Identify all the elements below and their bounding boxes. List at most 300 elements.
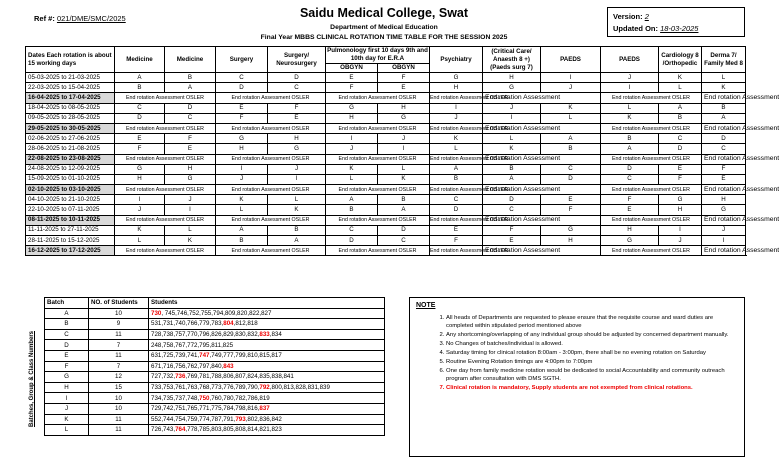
highlighted-student: 792 — [259, 384, 270, 392]
highlighted-student: 747 — [199, 352, 210, 360]
rotation-row — [26, 103, 746, 113]
note-box — [409, 297, 745, 457]
group-cell: E — [601, 205, 659, 215]
assessment-row — [26, 215, 746, 225]
rotation-date: 11-11-2025 to 27-11-2025 — [26, 225, 115, 235]
group-cell: J — [216, 174, 268, 184]
group-cell: D — [216, 83, 268, 93]
rotation-table — [25, 46, 779, 256]
assessment-cell: End rotation Assessment — [483, 123, 601, 133]
batch-letter: E — [45, 350, 89, 361]
assessment-cell: End rotation Assessment OSLER — [115, 215, 216, 225]
group-cell: B — [430, 174, 483, 184]
assessment-cell: End rotation Assessment — [702, 246, 746, 256]
group-cell: G — [430, 73, 483, 83]
student-list — [149, 308, 385, 319]
group-cell: C — [483, 205, 541, 215]
highlighted-student: 764 — [175, 426, 186, 434]
student-numbers: 728,738,757,770,796,826,829,830,832, — [151, 331, 260, 339]
group-cell: F — [430, 236, 483, 246]
student-numbers: 734,735,737,748, — [151, 394, 200, 402]
group-cell: E — [378, 83, 430, 93]
batch-letter: C — [45, 329, 89, 340]
group-cell: B — [268, 225, 326, 235]
group-cell: F — [541, 205, 601, 215]
assessment-row — [26, 246, 746, 256]
student-count: 11 — [89, 329, 149, 340]
batch-row — [45, 329, 385, 340]
assessment-cell: End rotation Assessment OSLER — [430, 93, 483, 103]
assessment-cell: End rotation Assessment — [702, 154, 746, 164]
assessment-cell: End rotation Assessment OSLER — [430, 123, 483, 133]
assessment-cell: End rotation Assessment OSLER — [601, 185, 702, 195]
group-cell: K — [430, 134, 483, 144]
assessment-cell: End rotation Assessment — [483, 93, 601, 103]
note-item: 2. Any shortcoming/overlapping of any individual group should be adjusted by concerned department manually. — [446, 331, 738, 339]
assessment-cell: End rotation Assessment OSLER — [430, 154, 483, 164]
rotation-date: 18-04-2025 to 08-05-2025 — [26, 103, 115, 113]
group-cell: L — [702, 73, 746, 83]
group-cell: C — [541, 164, 601, 174]
group-cell: L — [483, 134, 541, 144]
group-cell: H — [601, 225, 659, 235]
assessment-cell: End rotation Assessment OSLER — [216, 154, 326, 164]
group-cell: B — [702, 103, 746, 113]
batch-row — [45, 361, 385, 372]
highlighted-student: 793 — [235, 415, 246, 423]
group-cell: H — [268, 134, 326, 144]
group-cell: F — [216, 113, 268, 123]
rotation-date: 22-10-2025 to 07-11-2025 — [26, 205, 115, 215]
group-cell: E — [115, 134, 165, 144]
group-cell: D — [702, 134, 746, 144]
group-cell: K — [601, 113, 659, 123]
rotation-date: 15-09-2025 to 01-10-2025 — [26, 174, 115, 184]
batch-letter: G — [45, 372, 89, 383]
group-cell: C — [659, 134, 702, 144]
assessment-cell: End rotation Assessment OSLER — [326, 246, 430, 256]
group-cell: K — [702, 83, 746, 93]
note-item: 7. Clinical rotation is mandatory, Supply students are not exempted from clinical rotations. — [446, 384, 738, 392]
rotation-date: 28-11-2025 to 15-12-2025 — [26, 236, 115, 246]
rotation-row — [26, 134, 746, 144]
document-header — [0, 0, 768, 46]
rotation-date: 09-05-2025 to 28-05-2025 — [26, 113, 115, 123]
group-cell: I — [115, 195, 165, 205]
group-cell: D — [541, 174, 601, 184]
highlighted-student: 736 — [175, 373, 186, 381]
group-cell: J — [601, 73, 659, 83]
group-cell: H — [659, 205, 702, 215]
student-numbers: 729,742,751,765,771,775,784,798,816, — [151, 405, 260, 413]
group-cell: I — [268, 174, 326, 184]
batch-letter: A — [45, 308, 89, 319]
col-cardiology: Cardiology 8 /Orthopedic — [659, 47, 702, 73]
group-cell: J — [165, 195, 216, 205]
student-numbers: ,802,836,842 — [245, 415, 282, 423]
group-cell: I — [659, 225, 702, 235]
group-cell: D — [430, 205, 483, 215]
batch-letter: H — [45, 382, 89, 393]
group-cell: F — [268, 103, 326, 113]
student-list — [149, 414, 385, 425]
group-cell: J — [115, 205, 165, 215]
group-cell: L — [659, 83, 702, 93]
rotation-row — [26, 73, 746, 83]
group-cell: B — [165, 73, 216, 83]
group-cell: H — [378, 103, 430, 113]
reference-number: Ref #: 021/DME/SMC/2025 — [34, 14, 126, 23]
group-cell: C — [115, 103, 165, 113]
group-cell: B — [326, 205, 378, 215]
group-cell: B — [541, 144, 601, 154]
college-name: Saidu Medical College, Swat — [299, 6, 469, 20]
assessment-cell: End rotation Assessment OSLER — [216, 215, 326, 225]
group-cell: K — [115, 225, 165, 235]
assessment-cell: End rotation Assessment OSLER — [115, 246, 216, 256]
student-list — [149, 350, 385, 361]
batch-letter: B — [45, 319, 89, 330]
assessment-cell: End rotation Assessment — [702, 123, 746, 133]
student-numbers: ,834 — [269, 331, 282, 339]
group-cell: A — [541, 134, 601, 144]
assessment-cell: End rotation Assessment — [702, 185, 746, 195]
group-cell: L — [268, 195, 326, 205]
count-header: NO. of Students — [89, 298, 149, 309]
group-cell: J — [430, 113, 483, 123]
group-cell: C — [165, 113, 216, 123]
group-cell: E — [216, 103, 268, 113]
student-list — [149, 393, 385, 404]
batch-row — [45, 382, 385, 393]
group-cell: F — [601, 195, 659, 205]
group-cell: D — [601, 164, 659, 174]
col-medicine-1: Medicine — [115, 47, 165, 73]
batch-row — [45, 319, 385, 330]
group-cell: B — [659, 113, 702, 123]
student-list — [149, 340, 385, 351]
group-cell: I — [541, 73, 601, 83]
group-cell: B — [115, 83, 165, 93]
batch-row — [45, 414, 385, 425]
group-cell: H — [115, 174, 165, 184]
group-cell: H — [541, 236, 601, 246]
student-numbers: ,769,781,788,806,807,824,835,838,841 — [185, 373, 294, 381]
col-surgery: Surgery — [216, 47, 268, 73]
group-cell: D — [115, 113, 165, 123]
group-cell: D — [378, 225, 430, 235]
student-numbers: 671,716,756,762,797,840, — [151, 362, 224, 370]
student-list — [149, 361, 385, 372]
student-count: 11 — [89, 350, 149, 361]
group-cell: J — [378, 134, 430, 144]
group-cell: I — [430, 103, 483, 113]
group-cell: L — [541, 113, 601, 123]
group-cell: A — [165, 83, 216, 93]
group-cell: J — [702, 225, 746, 235]
group-cell: K — [378, 174, 430, 184]
group-cell: J — [483, 103, 541, 113]
student-list — [149, 382, 385, 393]
highlighted-student: 730 — [151, 309, 162, 317]
assessment-cell: End rotation Assessment OSLER — [115, 123, 216, 133]
assessment-cell: End rotation Assessment OSLER — [216, 246, 326, 256]
assessment-cell: End rotation Assessment OSLER — [216, 123, 326, 133]
group-cell: B — [216, 236, 268, 246]
note-title: NOTE — [416, 302, 436, 309]
group-cell: D — [483, 195, 541, 205]
student-count: 10 — [89, 403, 149, 414]
col-critical-care: (Critical Care/ Anaesth 8 +) (Paeds surg 7) — [483, 47, 541, 73]
group-cell: L — [165, 225, 216, 235]
rotation-row — [26, 236, 746, 246]
highlighted-student: 804 — [223, 320, 234, 328]
col-obgyn-2: OBGYN — [378, 64, 430, 73]
assessment-cell: End rotation Assessment — [483, 246, 601, 256]
rotation-row — [26, 164, 746, 174]
rotation-row — [26, 225, 746, 235]
group-cell: L — [430, 144, 483, 154]
batch-row — [45, 393, 385, 404]
rotation-date: 02-10-2025 to 03-10-2025 — [26, 185, 115, 195]
rotation-row — [26, 83, 746, 93]
group-cell: D — [165, 103, 216, 113]
group-cell: G — [216, 134, 268, 144]
student-numbers: ,812,818 — [233, 320, 258, 328]
group-cell: E — [702, 174, 746, 184]
student-list — [149, 372, 385, 383]
student-count: 15 — [89, 382, 149, 393]
group-cell: H — [483, 73, 541, 83]
student-list — [149, 329, 385, 340]
note-item: 5. Routine Evening Rotation timings are 4:00pm to 7:00pm — [446, 358, 738, 366]
group-cell: G — [326, 103, 378, 113]
department-name: Department of Medical Education — [330, 24, 438, 31]
group-cell: G — [115, 164, 165, 174]
rotation-date: 04-10-2025 to 21-10-2025 — [26, 195, 115, 205]
group-cell: A — [601, 144, 659, 154]
group-cell: B — [601, 134, 659, 144]
group-cell: F — [378, 73, 430, 83]
assessment-cell: End rotation Assessment OSLER — [326, 93, 430, 103]
group-cell: E — [430, 225, 483, 235]
col-pulmonology: Pulmonology first 10 days 9th and 10th day for E.R.A — [327, 47, 428, 62]
highlighted-student: 750 — [199, 394, 210, 402]
assessment-cell: End rotation Assessment OSLER — [115, 185, 216, 195]
group-cell: I — [378, 144, 430, 154]
batch-letter: K — [45, 414, 89, 425]
group-cell: G — [378, 113, 430, 123]
group-cell: C — [702, 144, 746, 154]
group-cell: C — [216, 73, 268, 83]
assessment-cell: End rotation Assessment — [483, 215, 601, 225]
group-cell: B — [483, 164, 541, 174]
student-numbers: 531,731,740,766,779,783, — [151, 320, 224, 328]
group-cell: E — [268, 113, 326, 123]
student-numbers: ,800,813,828,831,839 — [269, 384, 330, 392]
assessment-cell: End rotation Assessment OSLER — [430, 215, 483, 225]
note-item: 3. No Changes of batches/individual is allowed. — [446, 340, 738, 348]
col-obgyn-1: OBGYN — [326, 64, 378, 73]
student-count: 9 — [89, 319, 149, 330]
student-list — [149, 403, 385, 414]
note-list — [416, 314, 738, 392]
batch-letter: D — [45, 340, 89, 351]
group-cell: D — [326, 236, 378, 246]
group-cell: A — [702, 113, 746, 123]
assessment-row — [26, 185, 746, 195]
assessment-cell: End rotation Assessment — [483, 185, 601, 195]
group-cell: J — [659, 236, 702, 246]
group-cell: E — [326, 73, 378, 83]
student-numbers: ,760,780,782,786,819 — [209, 394, 270, 402]
student-numbers: 552,744,754,759,774,787,791, — [151, 415, 236, 423]
rotation-header-row — [26, 47, 746, 64]
group-cell: G — [702, 205, 746, 215]
group-cell: I — [483, 113, 541, 123]
student-numbers: , 745,746,752,755,794,809,820,822,827 — [161, 309, 272, 317]
assessment-row — [26, 154, 746, 164]
assessment-cell: End rotation Assessment OSLER — [115, 154, 216, 164]
group-cell: A — [216, 225, 268, 235]
student-numbers: 733,753,761,763,768,773,776,789,790, — [151, 384, 260, 392]
rotation-row — [26, 113, 746, 123]
group-cell: E — [659, 164, 702, 174]
col-surgery-neuro: Surgery/ Neurosurgery — [268, 47, 326, 73]
group-cell: E — [483, 236, 541, 246]
group-cell: K — [165, 236, 216, 246]
dates-header: Dates Each rotation is about 15 working days — [26, 47, 115, 73]
assessment-cell: End rotation Assessment OSLER — [430, 185, 483, 195]
highlighted-student: 843 — [223, 362, 234, 370]
assessment-cell: End rotation Assessment OSLER — [216, 185, 326, 195]
batch-row — [45, 350, 385, 361]
batch-header: Batch — [45, 298, 89, 309]
highlighted-student: 837 — [259, 405, 270, 413]
student-numbers: ,749,777,799,810,815,817 — [209, 352, 282, 360]
students-header: Students — [149, 298, 385, 309]
batch-row — [45, 372, 385, 383]
group-cell: B — [378, 195, 430, 205]
group-cell: L — [115, 236, 165, 246]
batches-header-row — [45, 298, 385, 309]
highlighted-student: 833 — [259, 331, 270, 339]
assessment-cell: End rotation Assessment OSLER — [326, 185, 430, 195]
batch-row — [45, 425, 385, 436]
assessment-cell: End rotation Assessment OSLER — [601, 154, 702, 164]
group-cell: K — [659, 73, 702, 83]
assessment-cell: End rotation Assessment OSLER — [115, 93, 216, 103]
group-cell: F — [165, 134, 216, 144]
note-item: 1. All heads of Departments are requested to please ensure that the requisite course and ward duties are completed within stipulated period mentioned above — [446, 314, 738, 330]
group-cell: L — [216, 205, 268, 215]
col-psychiatry: Psychiatry — [430, 47, 483, 73]
group-cell: F — [115, 144, 165, 154]
assessment-cell: End rotation Assessment OSLER — [601, 93, 702, 103]
student-numbers: 248,758,767,772,795,811,825 — [151, 341, 234, 349]
assessment-cell: End rotation Assessment OSLER — [216, 93, 326, 103]
note-item: 6. One day from family medicine rotation would be dedicated to social Accountability and community outreach program after consultation with DMS SGTH. — [446, 367, 738, 383]
assessment-row — [26, 123, 746, 133]
group-cell: F — [326, 83, 378, 93]
student-numbers: 726,743, — [151, 426, 176, 434]
group-cell: A — [115, 73, 165, 83]
rotation-date: 24-08-2025 to 12-09-2025 — [26, 164, 115, 174]
assessment-cell: End rotation Assessment — [702, 215, 746, 225]
group-cell: I — [165, 205, 216, 215]
group-cell: K — [483, 144, 541, 154]
group-cell: J — [541, 83, 601, 93]
rotation-row — [26, 144, 746, 154]
batch-row — [45, 403, 385, 414]
col-derma: Derma 7/ Family Med 8 — [702, 47, 746, 73]
group-cell: I — [601, 83, 659, 93]
rotation-date: 28-06-2025 to 21-08-2025 — [26, 144, 115, 154]
student-count: 10 — [89, 308, 149, 319]
group-cell: I — [326, 134, 378, 144]
assessment-cell: End rotation Assessment — [483, 154, 601, 164]
group-cell: H — [216, 144, 268, 154]
group-cell: K — [216, 195, 268, 205]
student-numbers: ,778,785,803,805,808,814,821,823 — [185, 426, 282, 434]
group-cell: G — [483, 83, 541, 93]
group-cell: J — [268, 164, 326, 174]
rotation-date: 22-08-2025 to 23-08-2025 — [26, 154, 115, 164]
group-cell: L — [326, 174, 378, 184]
group-cell: D — [659, 144, 702, 154]
rotation-date: 05-03-2025 to 21-03-2025 — [26, 73, 115, 83]
batch-row — [45, 308, 385, 319]
version-box: Version: 2 Updated On: 18-03-2025 — [607, 7, 745, 37]
group-cell: C — [268, 83, 326, 93]
rotation-date: 22-03-2025 to 15-04-2025 — [26, 83, 115, 93]
rotation-date: 16-12-2025 to 17-12-2025 — [26, 246, 115, 256]
group-cell: H — [702, 195, 746, 205]
col-paeds-1: PAEDS — [541, 47, 601, 73]
student-count: 11 — [89, 425, 149, 436]
document-title: Final Year MBBS CLINICAL ROTATION TIME TABLE FOR THE SESSION 2025 — [260, 34, 508, 41]
group-cell: E — [541, 195, 601, 205]
rotation-date: 08-11-2025 to 10-11-2025 — [26, 215, 115, 225]
group-cell: L — [378, 164, 430, 174]
assessment-cell: End rotation Assessment OSLER — [326, 154, 430, 164]
group-cell: F — [659, 174, 702, 184]
group-cell: A — [326, 195, 378, 205]
group-cell: G — [541, 225, 601, 235]
group-cell: K — [541, 103, 601, 113]
group-cell: H — [165, 164, 216, 174]
group-cell: C — [326, 225, 378, 235]
group-cell: E — [165, 144, 216, 154]
rotation-row — [26, 195, 746, 205]
student-count: 12 — [89, 372, 149, 383]
group-cell: J — [326, 144, 378, 154]
assessment-cell: End rotation Assessment OSLER — [601, 123, 702, 133]
assessment-row — [26, 93, 746, 103]
assessment-cell: End rotation Assessment OSLER — [326, 215, 430, 225]
student-numbers: 631,725,739,741, — [151, 352, 200, 360]
group-cell: K — [326, 164, 378, 174]
batch-letter: L — [45, 425, 89, 436]
student-count: 10 — [89, 393, 149, 404]
group-cell: G — [601, 236, 659, 246]
group-cell: F — [702, 164, 746, 174]
student-list — [149, 425, 385, 436]
rotation-date: 29-05-2025 to 30-05-2025 — [26, 123, 115, 133]
rotation-date: 16-04-2025 to 17-04-2025 — [26, 93, 115, 103]
note-item: 4. Saturday timing for clinical rotation 8:00am - 3:00pm, there shall be no evening rotation on Saturday — [446, 349, 738, 357]
student-numbers: 727,732, — [151, 373, 176, 381]
